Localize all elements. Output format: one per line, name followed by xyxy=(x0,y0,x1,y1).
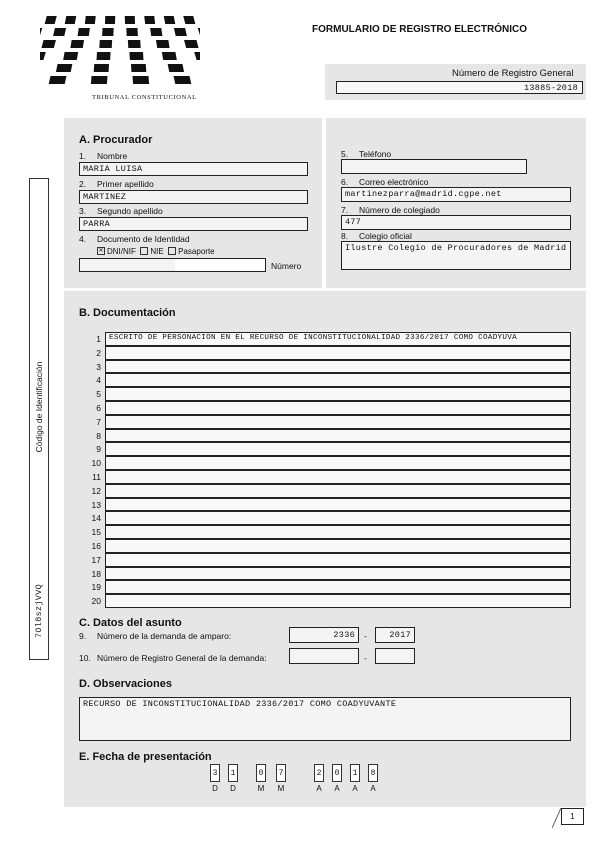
doc-row-field[interactable] xyxy=(105,373,571,387)
fecha-digit-label: A xyxy=(334,784,340,793)
fecha-digit-label: M xyxy=(277,784,285,793)
registro-label: Número de Registro General xyxy=(452,68,574,79)
doc-row-field[interactable] xyxy=(105,442,571,456)
doc-row-field[interactable] xyxy=(105,498,571,512)
field-6-label: 6. Correo electrónico xyxy=(341,177,429,187)
nie-checkbox[interactable] xyxy=(140,247,148,255)
doc-row-field[interactable] xyxy=(105,456,571,470)
codigo-identificacion-box xyxy=(29,178,49,660)
logo-block xyxy=(164,16,176,24)
logo-block xyxy=(198,28,200,36)
section-d-title: D. Observaciones xyxy=(79,678,172,690)
fecha-digit-label: D xyxy=(212,784,218,793)
logo-block xyxy=(99,40,112,48)
fecha-digit-label: A xyxy=(352,784,358,793)
logo-block xyxy=(129,52,143,60)
registro-field xyxy=(336,81,583,94)
logo-block xyxy=(174,28,187,36)
logo-block xyxy=(184,40,199,48)
section-e-title: E. Fecha de presentación xyxy=(79,751,212,763)
logo-block xyxy=(126,28,138,36)
field-10-label: 10. Número de Registro General de la demanda: xyxy=(79,653,267,663)
logo-block xyxy=(183,16,195,24)
doc-row-number: 20 xyxy=(91,596,101,607)
registro-value: 13885-2018 xyxy=(523,83,578,93)
logo-block xyxy=(125,16,135,24)
page-number-box xyxy=(561,808,584,825)
fecha-digit-box[interactable]: 1 xyxy=(350,764,360,782)
fecha-digit-label: D xyxy=(230,784,236,793)
logo-block xyxy=(56,64,72,72)
logo-block xyxy=(128,40,141,48)
redacted-block xyxy=(175,259,265,271)
form-title: FORMULARIO DE REGISTRO ELECTRÓNICO xyxy=(312,24,527,35)
registro-demanda-anio-field[interactable] xyxy=(375,648,415,664)
fecha-digit-label: M xyxy=(257,784,265,793)
logo-block xyxy=(65,16,77,24)
doc-row-field[interactable] xyxy=(105,484,571,498)
field-2-label: 2. Primer apellido xyxy=(79,179,154,189)
colegiado-field[interactable]: 477 xyxy=(341,215,571,230)
fecha-digit-label: A xyxy=(316,784,322,793)
fecha-digit-box[interactable]: 0 xyxy=(332,764,342,782)
doc-row-field[interactable] xyxy=(105,332,571,346)
documento-numero-field[interactable] xyxy=(79,258,266,272)
demanda-numero-field[interactable]: 2336 xyxy=(289,627,359,643)
logo-block xyxy=(150,28,162,36)
doc-row-text: ESCRITO DE PERSONACION EN EL RECURSO DE INCONSTITUCIONALIDAD 2336/2017 COMO COADYUVA xyxy=(109,334,517,342)
fecha-digit-box[interactable]: 7 xyxy=(276,764,286,782)
field-7-label: 7. Número de colegiado xyxy=(341,205,440,215)
doc-row-number: 3 xyxy=(96,361,101,372)
logo-block xyxy=(162,52,177,60)
field-9-label: 9. Número de la demanda de amparo: xyxy=(79,631,232,641)
field-1-label: 1. Nombre xyxy=(79,151,128,161)
doc-row-number: 6 xyxy=(96,403,101,413)
nombre-field[interactable]: MARIA LUISA xyxy=(79,162,308,176)
doc-row-number: 17 xyxy=(91,554,101,565)
doc-row-field[interactable] xyxy=(105,360,571,374)
segundo-apellido-field[interactable]: PARRA xyxy=(79,217,308,231)
doc-row-number: 4 xyxy=(96,375,101,386)
logo-block xyxy=(97,52,111,60)
dash-2: - xyxy=(364,653,367,663)
logo-block xyxy=(70,40,84,48)
doc-row-field[interactable] xyxy=(105,539,571,553)
dni-checkbox[interactable]: ✕ xyxy=(98,247,104,254)
logo-block xyxy=(40,52,46,60)
logo-block xyxy=(168,64,184,72)
pasaporte-checkbox[interactable] xyxy=(168,247,176,255)
doc-row-number: 19 xyxy=(91,582,101,593)
doc-row-number: 13 xyxy=(91,499,101,510)
logo-block xyxy=(45,16,57,24)
field-5-label: 5. Teléfono xyxy=(341,149,392,159)
doc-row-number: 12 xyxy=(91,485,101,496)
page-number: 1 xyxy=(570,812,575,821)
doc-row-number: 16 xyxy=(91,541,101,551)
section-c-title: C. Datos del asunto xyxy=(79,617,182,629)
field-8-label: 8. Colegio oficial xyxy=(341,231,412,241)
field-3-label: 3. Segundo apellido xyxy=(79,206,163,216)
correo-field[interactable]: martinezparra@madrid.cgpe.net xyxy=(341,187,571,202)
doc-row-number: 5 xyxy=(96,389,101,400)
logo-block xyxy=(78,28,90,36)
doc-row-field[interactable] xyxy=(105,429,571,443)
observaciones-field[interactable]: RECURSO DE INCONSTITUCIONALIDAD 2336/2017 COMO COADYUVANTE xyxy=(79,697,571,741)
section-a-title: A. Procurador xyxy=(79,134,153,146)
doc-row-field[interactable] xyxy=(105,387,571,401)
logo-block xyxy=(85,16,96,24)
logo-caption: TRIBUNAL CONSTITUCIONAL xyxy=(92,94,197,101)
logo-block xyxy=(144,16,155,24)
tribunal-logo-icon xyxy=(40,10,200,92)
logo-block xyxy=(131,64,146,72)
doc-row-number: 7 xyxy=(96,416,101,427)
doc-row-number: 15 xyxy=(91,527,101,538)
doc-row-number: 8 xyxy=(96,430,101,441)
logo-block xyxy=(41,40,56,48)
section-b-title: B. Documentación xyxy=(79,307,176,319)
doc-row-field[interactable] xyxy=(105,401,571,415)
logo-block xyxy=(194,52,200,60)
logo-block xyxy=(63,52,78,60)
logo-block xyxy=(94,64,109,72)
fecha-digit-label: A xyxy=(370,784,376,793)
dash-1: - xyxy=(364,631,367,641)
doc-row-number: 14 xyxy=(91,513,101,524)
primer-apellido-field[interactable]: MARTINEZ xyxy=(79,190,308,204)
fecha-digit-box[interactable]: 3 xyxy=(210,764,220,782)
logo xyxy=(40,10,200,105)
field-4-label: 4. Documento de Identidad xyxy=(79,234,190,244)
logo-block xyxy=(133,76,150,84)
colegio-field[interactable]: Ilustre Colegio de Procuradores de Madrid xyxy=(341,241,571,270)
documento-options: ✕ DNI/NIF NIE Pasaporte xyxy=(98,247,215,256)
doc-row-field[interactable] xyxy=(105,511,571,525)
fecha-digit-box[interactable]: 0 xyxy=(256,764,266,782)
logo-block xyxy=(156,40,170,48)
doc-row-field[interactable] xyxy=(105,415,571,429)
logo-block xyxy=(40,28,42,36)
logo-block xyxy=(91,76,108,84)
logo-block xyxy=(174,76,192,84)
fecha-digit-box[interactable]: 8 xyxy=(368,764,378,782)
doc-row-field[interactable] xyxy=(105,346,571,360)
logo-block xyxy=(105,16,115,24)
logo-block xyxy=(49,76,67,84)
codigo-label: Código de Identificación xyxy=(34,361,44,453)
demanda-anio-field[interactable]: 2017 xyxy=(375,627,415,643)
doc-row-number: 2 xyxy=(96,347,101,358)
doc-row-number: 18 xyxy=(91,568,101,579)
registro-demanda-field[interactable] xyxy=(289,648,359,664)
fecha-digit-box[interactable]: 2 xyxy=(314,764,324,782)
doc-row-field[interactable] xyxy=(105,470,571,484)
logo-block xyxy=(53,28,66,36)
doc-row-field[interactable] xyxy=(105,580,571,594)
doc-row-number: 11 xyxy=(92,472,101,482)
doc-row-number: 1 xyxy=(96,334,101,344)
fecha-digit-box[interactable]: 1 xyxy=(228,764,238,782)
telefono-field[interactable] xyxy=(341,159,527,174)
doc-row-number: 9 xyxy=(96,444,101,455)
doc-row-field[interactable] xyxy=(105,594,571,608)
numero-label: Número xyxy=(271,261,302,271)
doc-row-field[interactable] xyxy=(105,525,571,539)
codigo-value: 7Ol8szjVVQ xyxy=(34,583,44,639)
logo-block xyxy=(102,28,114,36)
doc-row-number: 10 xyxy=(91,458,101,469)
doc-row-field[interactable] xyxy=(105,567,571,581)
doc-row-field[interactable] xyxy=(105,553,571,567)
